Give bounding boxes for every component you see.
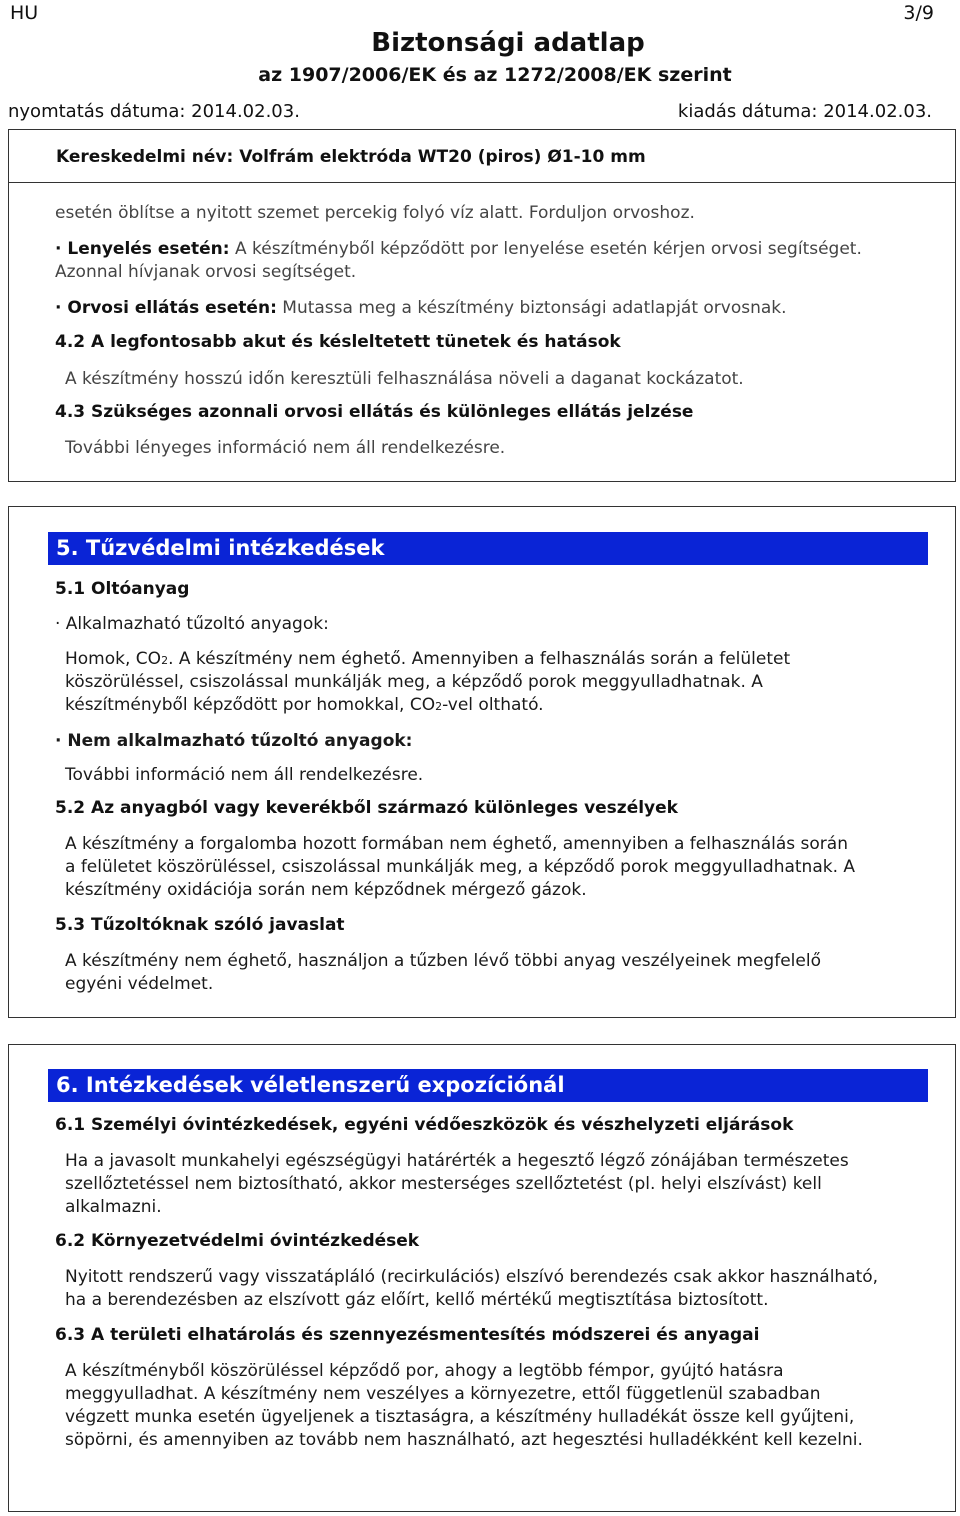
suitable-agents-line-2: köszörüléssel, csiszolással munkálják meg, a képződő porok meggyulladhatnak. A: [65, 672, 763, 692]
heading-6-3: 6.3 A területi elhatárolás és szennyezésmentesítés módszerei és anyagai: [55, 1325, 760, 1345]
suitable-3a: készítményből képződött por homokkal, CO: [65, 695, 436, 715]
medical-paragraph: [55, 297, 787, 320]
medical-label: · Orvosi ellátás esetén:: [55, 298, 277, 318]
text-4-2: A készítmény hosszú időn keresztüli felhasználása növeli a daganat kockázatot.: [65, 369, 744, 389]
heading-5-1: 5.1 Oltóanyag: [55, 579, 190, 599]
suitable-1-subscript: 2: [161, 654, 169, 667]
text-5-3-line-1: A készítmény nem éghető, használjon a tűzben lévő többi anyag veszélyeinek megfelelő: [65, 951, 821, 971]
suitable-agents-label: · Alkalmazható tűzoltó anyagok:: [55, 614, 329, 634]
heading-6-2: 6.2 Környezetvédelmi óvintézkedések: [55, 1231, 420, 1251]
language-code: HU: [10, 2, 39, 24]
medical-text: Mutassa meg a készítmény biztonsági adatlapját orvosnak.: [276, 298, 787, 318]
heading-4-3: 4.3 Szükséges azonnali orvosi ellátás és különleges ellátás jelzése: [55, 402, 694, 422]
issue-date: kiadás dátuma: 2014.02.03.: [677, 101, 932, 122]
text-6-3-line-3: végzett munka esetén ügyeljenek a tisztaságra, a készítmény hulladékát össze kell gyűjteni,: [65, 1407, 855, 1427]
suitable-agents-line-3: [65, 694, 544, 718]
swallow-text: A készítményből képződött por lenyelése esetén kérjen orvosi segítséget.: [229, 239, 862, 259]
text-6-2-line-1: Nyitott rendszerű vagy visszatápláló (recirkulációs) elszívó berendezés csak akkor használható,: [65, 1267, 879, 1287]
text-5-3-line-2: egyéni védelmet.: [65, 974, 214, 994]
text-6-1-line-3: alkalmazni.: [65, 1197, 162, 1217]
trade-name: Kereskedelmi név: Volfrám elektróda WT20 (piros) Ø1-10 mm: [56, 147, 646, 167]
text-6-1-line-2: szellőztetéssel nem biztosítható, akkor mesterséges szellőztetést (pl. helyi elszívást) kell: [65, 1174, 822, 1194]
print-date: nyomtatás dátuma: 2014.02.03.: [8, 101, 300, 122]
suitable-1b: . A készítmény nem éghető. Amennyiben a felhasználás során a felületet: [168, 649, 791, 669]
suitable-1a: Homok, CO: [65, 649, 162, 669]
text-6-3-line-2: meggyulladhat. A készítmény nem veszélyes a környezetre, ettől függetlenül szabadban: [65, 1384, 821, 1404]
text-6-3-line-4: söpörni, és amennyiben az tovább nem használható, azt hegesztési hulladékként kell kezelni.: [65, 1430, 863, 1450]
suitable-3-subscript: 2: [435, 700, 443, 713]
heading-5-3: 5.3 Tűzoltóknak szóló javaslat: [55, 915, 345, 935]
document-title: Biztonsági adatlap: [371, 28, 645, 58]
unsuitable-agents-text: További információ nem áll rendelkezésre.: [65, 765, 424, 785]
heading-5-2: 5.2 Az anyagból vagy keverékből származó különleges veszélyek: [55, 798, 678, 818]
swallow-label: · Lenyelés esetén:: [55, 239, 230, 259]
text-6-3-line-1: A készítményből köszörüléssel képződő por, ahogy a legtöbb fémpor, gyújtó hatásra: [65, 1361, 784, 1381]
text-5-2-line-3: készítmény oxidációja során nem képződnek mérgező gázok.: [65, 880, 587, 900]
section-6-title: 6. Intézkedések véletlenszerű expozíciónál: [48, 1069, 928, 1102]
text-6-1-line-1: Ha a javasolt munkahelyi egészségügyi határérték a hegesztő légző zónájában természetes: [65, 1151, 849, 1171]
section-5-title: 5. Tűzvédelmi intézkedések: [48, 532, 928, 565]
first-aid-eye-text: esetén öblítse a nyitott szemet percekig folyó víz alatt. Forduljon orvoshoz.: [55, 203, 695, 223]
heading-4-2: 4.2 A legfontosabb akut és késleltetett tünetek és hatások: [55, 332, 621, 352]
text-4-3: További lényeges információ nem áll rendelkezésre.: [65, 438, 506, 458]
swallow-paragraph: [55, 238, 862, 261]
text-6-2-line-2: ha a berendezésben az elszívott gáz előírt, kellő mértékű megtisztítása biztosított.: [65, 1290, 769, 1310]
text-5-2-line-2: a felületet köszörüléssel, csiszolással munkálják meg, a képződő porok meggyulladhatnak. A: [65, 857, 856, 877]
document-subtitle: az 1907/2006/EK és az 1272/2008/EK szerint: [258, 64, 732, 86]
suitable-agents-line-1: [65, 648, 790, 672]
text-5-2-line-1: A készítmény a forgalomba hozott formában nem éghető, amennyiben a felhasználás során: [65, 834, 848, 854]
unsuitable-agents-label: · Nem alkalmazható tűzoltó anyagok:: [55, 731, 413, 751]
page-number: 3/9: [903, 2, 934, 24]
swallow-text-2: Azonnal hívjanak orvosi segítséget.: [55, 262, 357, 282]
heading-6-1: 6.1 Személyi óvintézkedések, egyéni védőeszközök és vészhelyzeti eljárások: [55, 1115, 794, 1135]
suitable-3b: -vel oltható.: [442, 695, 544, 715]
